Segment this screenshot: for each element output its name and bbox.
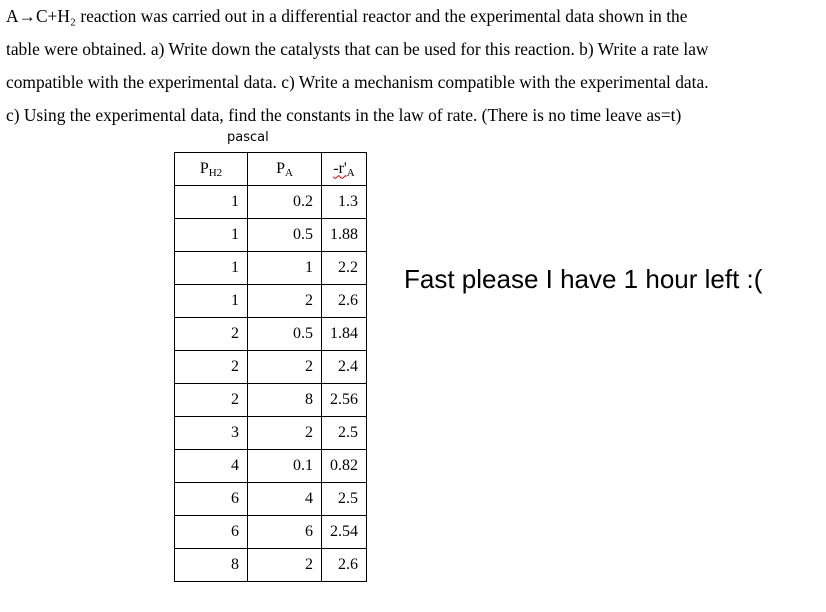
cell-rate: 0.82 xyxy=(322,450,367,483)
table-row xyxy=(175,318,367,351)
cell-p-h2: 1 xyxy=(175,252,248,285)
cell-rate: 2.54 xyxy=(322,516,367,549)
cell-p-a: 0.2 xyxy=(248,186,322,219)
cell-rate: 2.5 xyxy=(322,483,367,516)
table-row xyxy=(175,252,367,285)
cell-p-a: 4 xyxy=(248,483,322,516)
cell-p-h2: 4 xyxy=(175,450,248,483)
header-rate: $-r'_A$ xyxy=(322,153,367,186)
table-unit-label: pascal xyxy=(227,130,269,145)
cell-rate: 1.3 xyxy=(322,186,367,219)
cell-p-a: 2 xyxy=(248,285,322,318)
cell-p-a: 2 xyxy=(248,351,322,384)
table-body xyxy=(175,186,367,582)
cell-p-h2: 6 xyxy=(175,516,248,549)
cell-p-h2: 1 xyxy=(175,186,248,219)
cell-rate: 2.56 xyxy=(322,384,367,417)
cell-p-a: 1 xyxy=(248,252,322,285)
question-line-1: A→C+H₂ reaction was carried out in a differential reactor and the experimental data shown in the xyxy=(6,6,688,26)
experimental-data-table xyxy=(174,152,367,582)
cell-p-a: 8 xyxy=(248,384,322,417)
cell-p-h2: 2 xyxy=(175,351,248,384)
table-row xyxy=(175,417,367,450)
cell-rate: 2.6 xyxy=(322,285,367,318)
cell-p-a: 2 xyxy=(248,549,322,582)
urgent-note: Fast please I have 1 hour left :( xyxy=(404,264,763,294)
table-row xyxy=(175,450,367,483)
cell-p-a: 0.1 xyxy=(248,450,322,483)
cell-p-a: 0.5 xyxy=(248,318,322,351)
cell-p-h2: 1 xyxy=(175,285,248,318)
header-p-a: $P_A$ xyxy=(248,153,322,186)
table-row xyxy=(175,516,367,549)
cell-rate: 2.6 xyxy=(322,549,367,582)
cell-rate: 2.5 xyxy=(322,417,367,450)
table-row xyxy=(175,219,367,252)
table-row xyxy=(175,483,367,516)
question-line-3: compatible with the experimental data. c) Write a mechanism compatible with the experimental data. xyxy=(6,72,709,92)
question-line-4: c) Using the experimental data, find the constants in the law of rate. (There is no time leave as=t) xyxy=(6,105,682,125)
cell-p-h2: 1 xyxy=(175,219,248,252)
cell-p-h2: 2 xyxy=(175,318,248,351)
cell-rate: 1.88 xyxy=(322,219,367,252)
cell-rate: 1.84 xyxy=(322,318,367,351)
cell-p-h2: 6 xyxy=(175,483,248,516)
question-text xyxy=(6,0,811,132)
table-row xyxy=(175,351,367,384)
table-row xyxy=(175,384,367,417)
header-p-h2: $P_{H2}$ xyxy=(175,153,248,186)
cell-p-a: 6 xyxy=(248,516,322,549)
cell-p-a: 0.5 xyxy=(248,219,322,252)
table-row xyxy=(175,285,367,318)
table-row xyxy=(175,549,367,582)
cell-p-h2: 3 xyxy=(175,417,248,450)
table-row xyxy=(175,186,367,219)
cell-p-h2: 2 xyxy=(175,384,248,417)
cell-rate: 2.4 xyxy=(322,351,367,384)
cell-p-a: 2 xyxy=(248,417,322,450)
cell-rate: 2.2 xyxy=(322,252,367,285)
table-header-row xyxy=(175,153,367,186)
cell-p-h2: 8 xyxy=(175,549,248,582)
question-line-2: table were obtained. a) Write down the catalysts that can be used for this reaction. b) Write a rate law xyxy=(6,39,709,59)
